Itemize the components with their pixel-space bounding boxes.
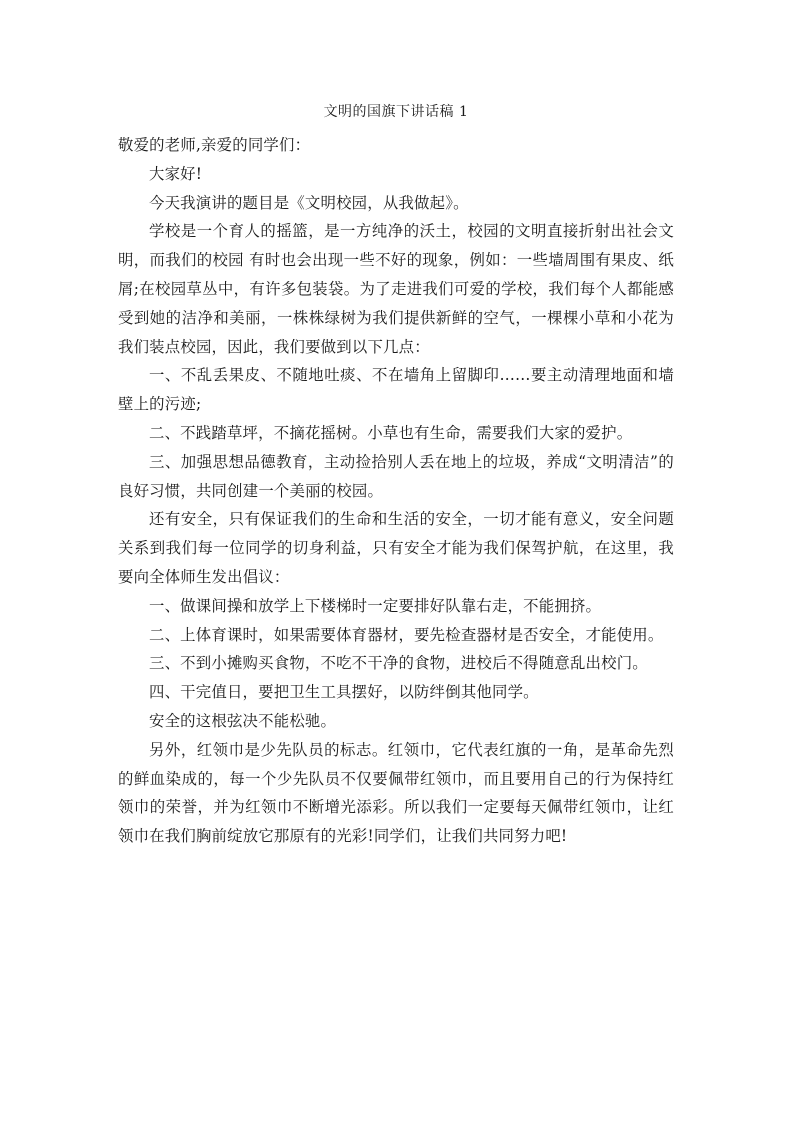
document-page [118,101,674,851]
paragraph-safety-summary: 安全的这根弦决不能松驰。 [149,711,337,730]
paragraph-rule-2: 二、不践踏草坪，不摘花摇树。小草也有生命，需要我们大家的爱护。 [149,423,633,442]
paragraph-red-scarf: 另外，红领巾是少先队员的标志。红领巾，它代表红旗的一角，是革命先烈的鲜血染成的，每一个少先队员不仅要佩带红领巾，而且要用自己的行为保持红领巾的荣誉，并为红领巾不断增光添彩。所以我们一定要每天佩带红领巾，让红领巾在我们胸前绽放它那原有的光彩!同学们，让我们共同努力吧! [118,740,674,846]
paragraph-topic: 今天我演讲的题目是《文明校园，从我做起》。 [149,193,469,212]
paragraph-safety-4: 四、干完值日，要把卫生工具摆好，以防绊倒其他同学。 [149,683,539,702]
paragraph-safety-2: 二、上体育课时，如果需要体育器材，要先检查器材是否安全，才能使用。 [149,625,664,644]
paragraph-safety-intro: 还有安全，只有保证我们的生命和生活的安全，一切才能有意义，安全问题关系到我们每一位同学的切身利益，只有安全才能为我们保驾护航，在这里，我要向全体师生发出倡议： [118,510,674,586]
paragraph-rule-1: 一、不乱丢果皮、不随地吐痰、不在墙角上留脚印……要主动清理地面和墙壁上的污迹; [118,366,674,414]
paragraph-school-intro: 学校是一个育人的摇篮，是一方纯净的沃土，校园的文明直接折射出社会文明，而我们的校园 有时也会出现一些不好的现象，例如：一些墙周围有果皮、纸屑;在校园草丛中，有许多包装袋。为了走进我们可爱的学校，我们每个人都能感受到她的洁净和美丽，一株株绿树为我们提供新鲜的空气，一棵棵小草和小花为我们装点校园，因此，我们要做到以下几点： [118,222,674,356]
paragraph-safety-1: 一、做课间操和放学上下楼梯时一定要排好队靠右走，不能拥挤。 [149,596,602,615]
paragraph-rule-3: 三、加强思想品德教育，主动捡拾别人丢在地上的垃圾，养成“文明清洁”的良好习惯，共同创建一个美丽的校园。 [118,452,674,500]
document-title: 文明的国旗下讲话稿 1 [323,104,469,120]
paragraph-safety-3: 三、不到小摊购买食物，不吃不干净的食物，进校后不得随意乱出校门。 [149,654,648,673]
greeting: 大家好! [149,164,203,183]
salutation: 敬爱的老师,亲爱的同学们： [118,136,311,154]
